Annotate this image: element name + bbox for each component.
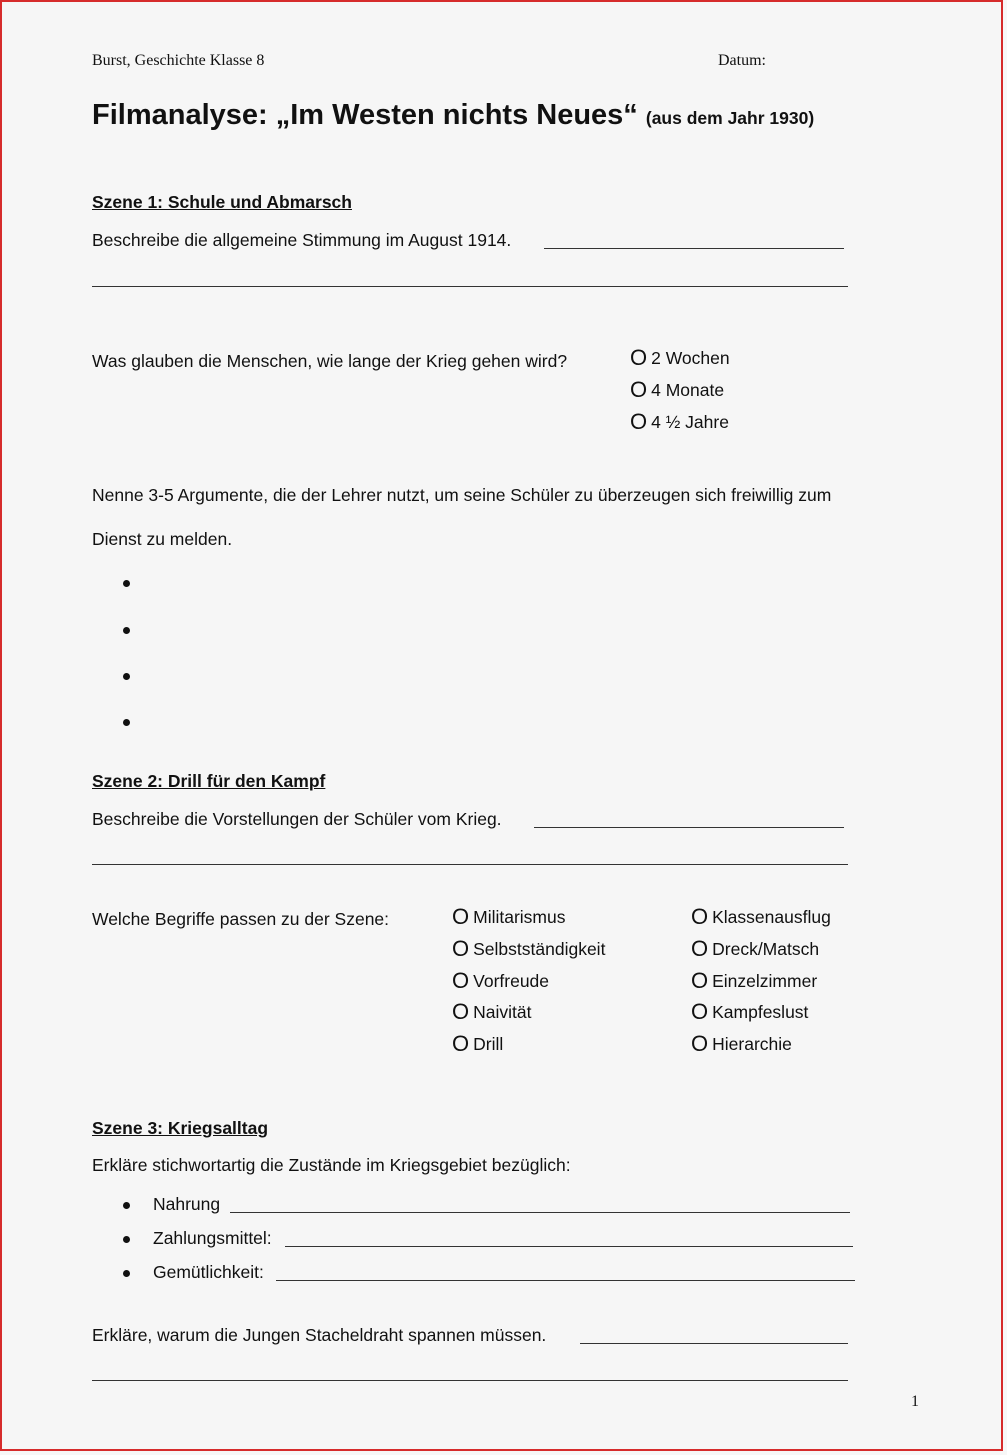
item-label-gemuetlichkeit: Gemütlichkeit: xyxy=(153,1262,264,1282)
scene1-question-duration: Was glauben die Menschen, wie lange der Krieg gehen wird? xyxy=(92,351,568,371)
page-title xyxy=(92,99,814,132)
header-course: Burst, Geschichte Klasse 8 xyxy=(92,52,265,69)
radio-circle-icon[interactable]: O xyxy=(452,999,470,1024)
term-option-selbststaendigkeit[interactable]: O Selbstständigkeit xyxy=(452,936,606,961)
radio-circle-icon[interactable]: O xyxy=(452,968,470,993)
answer-line[interactable] xyxy=(92,1380,848,1381)
scene3-heading: Szene 3: Kriegsalltag xyxy=(92,1118,269,1138)
term-option-naivitaet[interactable]: O Naivität xyxy=(452,999,532,1024)
radio-circle-icon[interactable]: O xyxy=(452,904,470,929)
scene1-question-arguments-line2: Dienst zu melden. xyxy=(92,529,233,549)
radio-circle-icon[interactable]: O xyxy=(691,1031,709,1056)
answer-line[interactable] xyxy=(92,864,848,865)
item-label-nahrung: Nahrung xyxy=(153,1194,221,1214)
scene1-heading: Szene 1: Schule und Abmarsch xyxy=(92,192,352,212)
term-option-hierarchie[interactable]: O Hierarchie xyxy=(691,1031,792,1056)
scene3-question-barbed-wire: Erkläre, warum die Jungen Stacheldraht spannen müssen. xyxy=(92,1325,547,1345)
scene3-question-conditions: Erkläre stichwortartig die Zustände im Kriegsgebiet bezüglich: xyxy=(92,1155,571,1175)
title-main: Filmanalyse: „Im Westen nichts Neues“ xyxy=(92,99,638,131)
bullet-icon xyxy=(123,719,130,726)
radio-circle-icon[interactable]: O xyxy=(630,345,648,370)
radio-circle-icon[interactable]: O xyxy=(691,904,709,929)
term-option-vorfreude[interactable]: O Vorfreude xyxy=(452,968,550,993)
header-date-label: Datum: xyxy=(718,52,766,69)
answer-line[interactable] xyxy=(92,286,848,287)
answer-line[interactable] xyxy=(580,1343,848,1344)
answer-line[interactable] xyxy=(534,827,844,828)
duration-option-2[interactable]: O 4 Monate xyxy=(630,377,725,402)
radio-circle-icon[interactable]: O xyxy=(630,377,648,402)
term-option-dreck-matsch[interactable]: O Dreck/Matsch xyxy=(691,936,820,961)
bullet-icon xyxy=(123,580,130,587)
duration-option-3[interactable]: O 4 ½ Jahre xyxy=(630,409,729,434)
radio-circle-icon[interactable]: O xyxy=(691,936,709,961)
radio-circle-icon[interactable]: O xyxy=(452,936,470,961)
scene2-question-terms: Welche Begriffe passen zu der Szene: xyxy=(92,909,390,929)
page-number: 1 xyxy=(911,1393,919,1410)
radio-circle-icon[interactable]: O xyxy=(452,1031,470,1056)
radio-circle-icon[interactable]: O xyxy=(691,968,709,993)
term-option-kampfeslust[interactable]: O Kampfeslust xyxy=(691,999,809,1024)
item-label-zahlungsmittel: Zahlungsmittel: xyxy=(153,1228,272,1248)
answer-line[interactable] xyxy=(276,1280,855,1281)
radio-circle-icon[interactable]: O xyxy=(630,409,648,434)
answer-line[interactable] xyxy=(230,1212,850,1213)
term-option-klassenausflug[interactable]: O Klassenausflug xyxy=(691,904,831,929)
term-option-einzelzimmer[interactable]: O Einzelzimmer xyxy=(691,968,818,993)
term-option-militarismus[interactable]: O Militarismus xyxy=(452,904,566,929)
radio-circle-icon[interactable]: O xyxy=(691,999,709,1024)
bullet-icon xyxy=(123,1270,130,1277)
scene1-question-mood: Beschreibe die allgemeine Stimmung im August 1914. xyxy=(92,230,512,250)
scene2-question-ideas: Beschreibe die Vorstellungen der Schüler vom Krieg. xyxy=(92,809,502,829)
scene1-question-arguments-line1: Nenne 3-5 Argumente, die der Lehrer nutzt, um seine Schüler zu überzeugen sich freiwillig zum xyxy=(92,485,832,505)
title-sub: (aus dem Jahr 1930) xyxy=(645,108,815,128)
scene2-heading: Szene 2: Drill für den Kampf xyxy=(92,771,326,791)
answer-line[interactable] xyxy=(544,248,844,249)
answer-line[interactable] xyxy=(285,1246,853,1247)
bullet-icon xyxy=(123,627,130,634)
bullet-icon xyxy=(123,1236,130,1243)
bullet-icon xyxy=(123,1202,130,1209)
duration-option-1[interactable]: O 2 Wochen xyxy=(630,345,730,370)
bullet-icon xyxy=(123,673,130,680)
term-option-drill[interactable]: O Drill xyxy=(452,1031,504,1056)
